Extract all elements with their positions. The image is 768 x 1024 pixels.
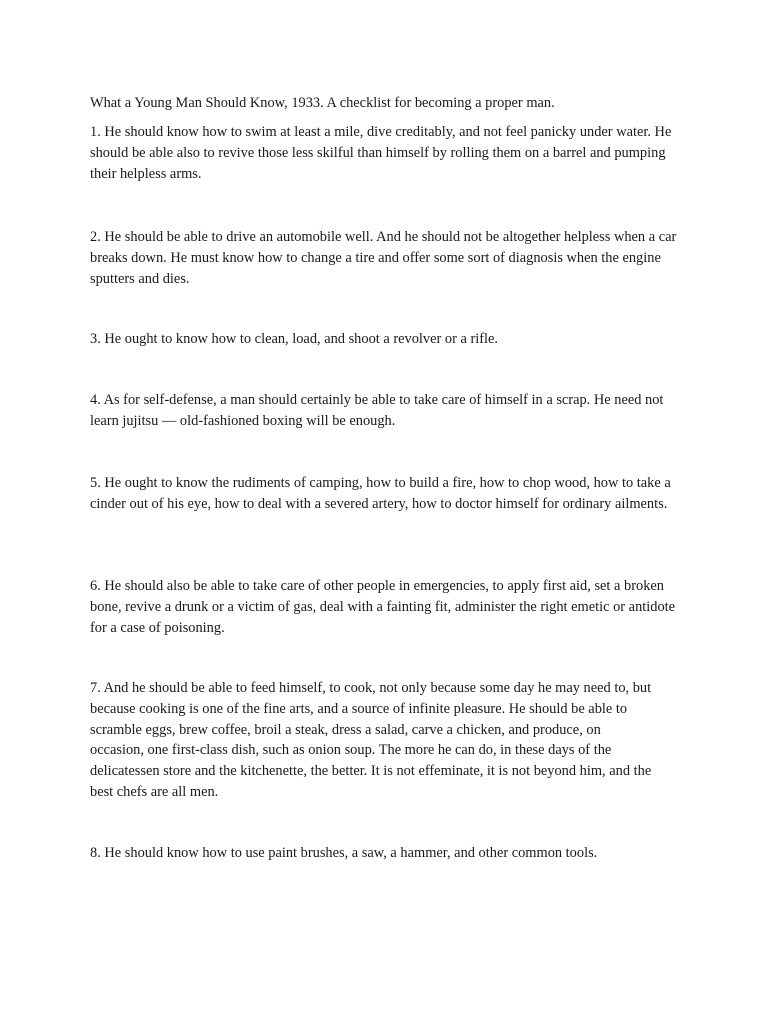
checklist-item-1: 1. He should know how to swim at least a mile, dive creditably, and not feel panicky under water. He should be able also to revive those less skilful than himself by rolling them on a barrel and pumping their helpless arms. [90, 124, 672, 182]
checklist-item-4: 4. As for self-defense, a man should certainly be able to take care of himself in a scrap. He need not learn jujitsu — old-fashioned boxing will be enough. [90, 392, 664, 429]
checklist-item-2: 2. He should be able to drive an automobile well. And he should not be altogether helpless when a car breaks down. He must know how to change a tire and offer some sort of diagnosis when the engine sputters and dies. [90, 229, 677, 287]
checklist-item-6: 6. He should also be able to take care of other people in emergencies, to apply first aid, set a broken bone, revive a drunk or a victim of gas, deal with a fainting fit, administer the right emetic or antidote for a case of poisoning. [90, 578, 676, 636]
checklist-item-7: 7. And he should be able to feed himself, to cook, not only because some day he may need to, but because cooking is one of the fine arts, and a source of infinite pleasure. He should be able to scramble eggs, brew coffee, broil a steak, dress a salad, carve a chicken, and produce, on occasion, one first-class dish, such as onion soup. The more he can do, in these days of the delicatessen store and the kitchenette, the better. It is not effeminate, it is not beyond him, and the best chefs are all men. [90, 680, 652, 800]
checklist-item-8: 8. He should know how to use paint brushes, a saw, a hammer, and other common tools. [90, 845, 598, 861]
checklist-item-5: 5. He ought to know the rudiments of camping, how to build a fire, how to chop wood, how to take a cinder out of his eye, how to deal with a severed artery, how to doctor himself for ordinary ailments. [90, 475, 671, 512]
document-heading: What a Young Man Should Know, 1933. A checklist for becoming a proper man. [90, 95, 555, 111]
checklist-item-3: 3. He ought to know how to clean, load, and shoot a revolver or a rifle. [90, 331, 499, 347]
